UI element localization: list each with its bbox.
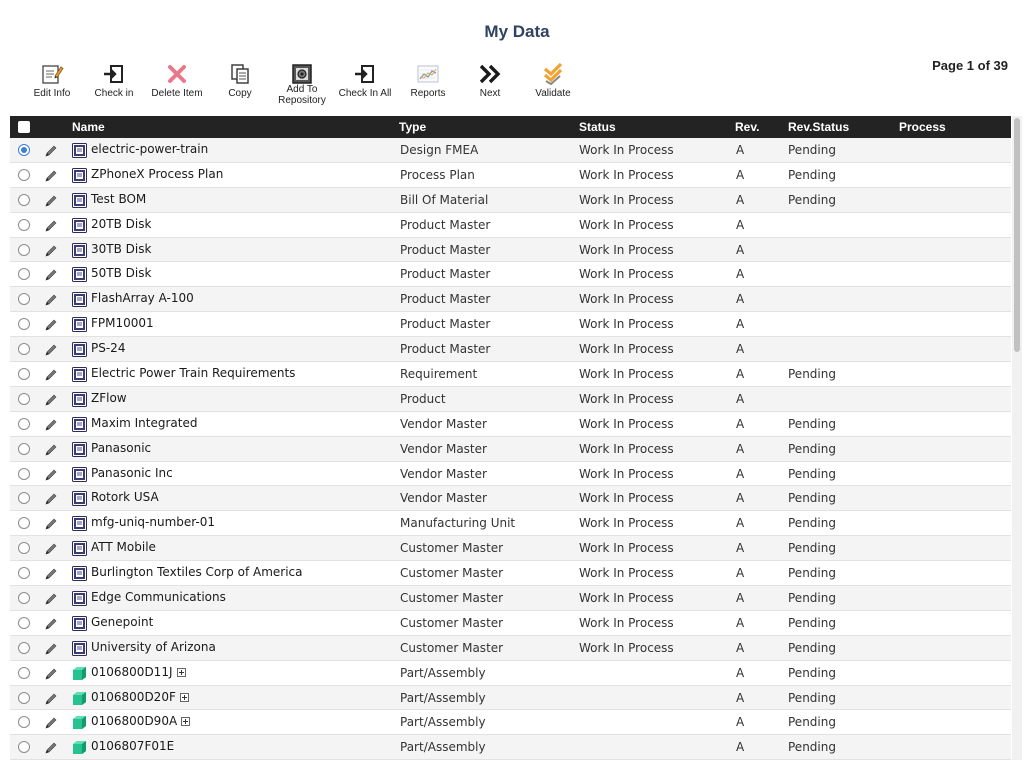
row-rev: A: [736, 167, 745, 182]
row-name[interactable]: [91, 565, 302, 579]
row-name-text[interactable]: FPM10001: [91, 316, 154, 331]
row-name-text[interactable]: Electric Power Train Requirements: [91, 366, 296, 381]
row-select-radio[interactable]: [18, 492, 30, 504]
row-name-text[interactable]: electric-power-train: [91, 142, 209, 156]
row-select-radio[interactable]: [18, 468, 30, 480]
row-name[interactable]: [91, 739, 174, 753]
row-status: Work In Process: [579, 615, 674, 630]
row-rev-status: Pending: [788, 516, 836, 531]
copy-button[interactable]: [208, 60, 272, 99]
row-name-text[interactable]: Rotork USA: [91, 490, 159, 505]
delete-icon: [166, 63, 188, 85]
reports-icon: [416, 62, 440, 86]
row-name-text[interactable]: ZFlow: [91, 390, 127, 405]
row-rev-status: Pending: [788, 491, 836, 506]
pencil-icon[interactable]: [43, 143, 59, 159]
scrollbar-thumb[interactable]: [1014, 118, 1020, 352]
part-icon: [72, 740, 87, 755]
row-status: Work In Process: [579, 516, 674, 531]
row-select-radio[interactable]: [18, 667, 30, 679]
validate-button[interactable]: [521, 60, 585, 99]
document-icon: [72, 566, 87, 581]
row-status: Work In Process: [579, 267, 674, 282]
table-row[interactable]: [10, 188, 1011, 213]
row-name[interactable]: [91, 540, 156, 554]
row-select-radio[interactable]: [18, 418, 30, 430]
pencil-icon[interactable]: [43, 218, 59, 234]
row-rev-status: Pending: [788, 615, 836, 630]
row-rev-status: Pending: [788, 591, 836, 606]
page-indicator: Page 1 of 39: [932, 58, 1008, 73]
row-status: Work In Process: [579, 317, 674, 332]
row-rev-status: Pending: [788, 640, 836, 655]
row-type: Vendor Master: [400, 416, 487, 431]
column-header-type[interactable]: Type: [399, 120, 427, 134]
row-name-text[interactable]: PS-24: [91, 341, 126, 356]
row-rev: A: [736, 441, 745, 456]
row-rev: A: [736, 466, 745, 481]
pencil-icon[interactable]: [43, 342, 59, 358]
part-icon: [72, 691, 87, 706]
row-select-radio[interactable]: [18, 692, 30, 704]
row-rev-status: Pending: [788, 167, 836, 182]
row-name-text[interactable]: University of Arizona: [91, 639, 216, 654]
row-type: Part/Assembly: [400, 690, 486, 705]
vertical-scrollbar[interactable]: [1012, 116, 1022, 760]
row-name-text[interactable]: 0106800D11J: [91, 664, 173, 679]
table-row[interactable]: [10, 312, 1011, 337]
row-rev: A: [736, 640, 745, 655]
row-type: Product Master: [400, 267, 491, 282]
expand-icon[interactable]: [181, 717, 190, 726]
part-icon: [72, 715, 87, 730]
row-name-text[interactable]: Panasonic Inc: [91, 465, 173, 480]
document-icon: [72, 143, 87, 158]
document-icon: [72, 616, 87, 631]
row-status: Work In Process: [579, 217, 674, 232]
document-icon: [72, 491, 87, 506]
document-icon: [72, 367, 87, 382]
repository-icon: [290, 62, 314, 86]
row-select-radio[interactable]: [18, 567, 30, 579]
row-rev-status: Pending: [788, 466, 836, 481]
document-icon: [72, 417, 87, 432]
document-icon: [72, 342, 87, 357]
row-rev: A: [736, 367, 745, 382]
row-name-text[interactable]: Panasonic: [91, 440, 152, 455]
table-row[interactable]: [10, 138, 1011, 163]
row-select-radio[interactable]: [18, 393, 30, 405]
select-all-checkbox[interactable]: [18, 121, 30, 133]
row-name-text[interactable]: 0106807F01E: [91, 739, 175, 754]
row-status: Work In Process: [579, 416, 674, 431]
table-row[interactable]: [10, 238, 1011, 263]
row-name-text[interactable]: Test BOM: [91, 191, 147, 206]
page-title: My Data: [484, 22, 550, 41]
pencil-icon[interactable]: [43, 317, 59, 333]
table-row[interactable]: [10, 586, 1011, 611]
row-select-radio[interactable]: [18, 268, 30, 280]
row-name[interactable]: [91, 490, 159, 504]
row-type: Product Master: [400, 292, 491, 307]
row-name[interactable]: [91, 665, 186, 679]
pencil-icon[interactable]: [43, 442, 59, 458]
table-row[interactable]: [10, 710, 1011, 735]
row-name[interactable]: [91, 192, 146, 206]
next-icon: [478, 62, 502, 86]
row-type: Product Master: [400, 242, 491, 257]
row-rev: A: [736, 541, 745, 556]
delete-item-label: Delete Item: [151, 88, 203, 99]
row-rev: A: [736, 267, 745, 282]
pencil-icon[interactable]: [43, 193, 59, 209]
row-name[interactable]: [91, 167, 223, 181]
pencil-icon[interactable]: [43, 666, 59, 682]
row-name[interactable]: [91, 391, 127, 405]
row-type: Customer Master: [400, 615, 504, 630]
pencil-icon[interactable]: [43, 467, 59, 483]
validate-label: Validate: [535, 88, 571, 99]
row-rev: A: [736, 317, 745, 332]
pencil-icon[interactable]: [43, 168, 59, 184]
part-icon: [72, 666, 87, 681]
row-name[interactable]: [91, 615, 153, 629]
next-button[interactable]: [458, 60, 522, 99]
row-name[interactable]: [91, 366, 295, 380]
row-select-radio[interactable]: [18, 219, 30, 231]
document-icon: [72, 591, 87, 606]
copy-icon: [228, 62, 252, 86]
row-select-radio[interactable]: [18, 318, 30, 330]
add-to-repository-label: Add To Repository: [278, 84, 326, 106]
row-status: Work In Process: [579, 640, 674, 655]
row-select-radio[interactable]: [18, 542, 30, 554]
row-name[interactable]: [91, 690, 189, 704]
table-row[interactable]: [10, 686, 1011, 711]
row-type: Part/Assembly: [400, 665, 486, 680]
row-name[interactable]: [91, 341, 125, 355]
row-name[interactable]: [91, 590, 226, 604]
column-header-rev-status[interactable]: Rev.Status: [788, 120, 850, 134]
data-table: [10, 116, 1011, 760]
check-in-button[interactable]: [82, 60, 146, 99]
row-select-radio[interactable]: [18, 642, 30, 654]
pencil-icon[interactable]: [43, 292, 59, 308]
table-row[interactable]: [10, 412, 1011, 437]
table-row[interactable]: [10, 536, 1011, 561]
pencil-icon[interactable]: [43, 267, 59, 283]
row-name[interactable]: [91, 714, 190, 728]
pencil-icon[interactable]: [43, 417, 59, 433]
row-rev-status: Pending: [788, 715, 836, 730]
pencil-icon[interactable]: [43, 243, 59, 259]
row-type: Part/Assembly: [400, 715, 486, 730]
row-rev: A: [736, 192, 745, 207]
table-row[interactable]: [10, 337, 1011, 362]
document-icon: [72, 292, 87, 307]
row-status: Work In Process: [579, 541, 674, 556]
pencil-icon[interactable]: [43, 392, 59, 408]
row-name-text[interactable]: ZPhoneX Process Plan: [91, 166, 224, 181]
row-name-text[interactable]: 50TB Disk: [91, 266, 152, 281]
table-row[interactable]: [10, 287, 1011, 312]
pencil-icon[interactable]: [43, 591, 59, 607]
table-row[interactable]: [10, 511, 1011, 536]
document-icon: [72, 168, 87, 183]
row-rev: A: [736, 391, 745, 406]
pencil-icon[interactable]: [43, 715, 59, 731]
row-type: Customer Master: [400, 566, 504, 581]
table-row[interactable]: [10, 462, 1011, 487]
pencil-icon[interactable]: [43, 566, 59, 582]
row-type: Requirement: [400, 367, 478, 382]
reports-label: Reports: [410, 88, 446, 99]
column-header-process[interactable]: Process: [899, 120, 946, 134]
row-select-radio[interactable]: [18, 343, 30, 355]
row-select-radio[interactable]: [18, 368, 30, 380]
row-name-text[interactable]: Edge Communications: [91, 590, 226, 605]
row-rev-status: Pending: [788, 441, 836, 456]
row-rev-status: Pending: [788, 416, 836, 431]
row-status: Work In Process: [579, 441, 674, 456]
row-name-text[interactable]: ATT Mobile: [91, 540, 156, 555]
row-name-text[interactable]: Maxim Integrated: [91, 415, 198, 430]
document-icon: [72, 641, 87, 656]
row-name-text[interactable]: 0106800D20F: [91, 689, 176, 704]
row-name[interactable]: [91, 416, 198, 430]
pencil-icon[interactable]: [43, 491, 59, 507]
column-header-rev[interactable]: Rev.: [735, 120, 760, 134]
pencil-icon[interactable]: [43, 516, 59, 532]
row-type: Part/Assembly: [400, 740, 486, 755]
row-type: Product Master: [400, 317, 491, 332]
table-row[interactable]: [10, 163, 1011, 188]
row-status: Work In Process: [579, 566, 674, 581]
row-select-radio[interactable]: [18, 443, 30, 455]
table-row[interactable]: [10, 561, 1011, 586]
document-icon: [72, 467, 87, 482]
table-row[interactable]: [10, 387, 1011, 412]
row-rev: A: [736, 217, 745, 232]
row-status: Work In Process: [579, 192, 674, 207]
row-status: Work In Process: [579, 242, 674, 257]
table-row[interactable]: [10, 661, 1011, 686]
expand-icon[interactable]: [177, 668, 186, 677]
row-rev: A: [736, 715, 745, 730]
column-header-name[interactable]: Name: [72, 120, 105, 134]
row-rev: A: [736, 740, 745, 755]
row-rev-status: Pending: [788, 192, 836, 207]
row-type: Product: [400, 391, 446, 406]
row-name[interactable]: [91, 316, 154, 330]
row-rev: A: [736, 615, 745, 630]
row-type: Customer Master: [400, 591, 504, 606]
edit-info-label: Edit Info: [33, 88, 71, 99]
row-type: Design FMEA: [400, 143, 479, 157]
check-in-all-icon: [353, 62, 377, 86]
table-row[interactable]: [10, 636, 1011, 661]
row-rev-status: Pending: [788, 143, 836, 157]
row-type: Vendor Master: [400, 466, 487, 481]
row-status: Work In Process: [579, 591, 674, 606]
row-type: Product Master: [400, 342, 491, 357]
table-row[interactable]: [10, 213, 1011, 238]
add-to-repository-button[interactable]: [270, 60, 334, 106]
row-select-radio[interactable]: [18, 617, 30, 629]
row-name[interactable]: [91, 266, 151, 280]
document-icon: [72, 541, 87, 556]
row-name-text[interactable]: 20TB Disk: [91, 216, 152, 231]
edit-info-button[interactable]: [20, 60, 84, 99]
table-row[interactable]: [10, 611, 1011, 636]
expand-icon[interactable]: [180, 693, 189, 702]
delete-item-button[interactable]: [145, 60, 209, 99]
row-status: Work In Process: [579, 167, 674, 182]
check-in-label: Check in: [94, 88, 134, 99]
edit-info-icon: [40, 62, 64, 86]
pencil-icon[interactable]: [43, 740, 59, 756]
row-name[interactable]: [91, 441, 151, 455]
row-status: Work In Process: [579, 391, 674, 406]
check-in-all-label: Check In All: [338, 88, 392, 99]
row-select-radio[interactable]: [18, 144, 30, 156]
row-status: Work In Process: [579, 342, 674, 357]
table-body: [10, 138, 1011, 760]
row-rev-status: Pending: [788, 541, 836, 556]
document-icon: [72, 392, 87, 407]
row-type: Manufacturing Unit: [400, 516, 516, 531]
row-name-text[interactable]: 30TB Disk: [91, 241, 152, 256]
table-row[interactable]: [10, 262, 1011, 287]
row-select-radio[interactable]: [18, 592, 30, 604]
row-select-radio[interactable]: [18, 194, 30, 206]
row-select-radio[interactable]: [18, 169, 30, 181]
pencil-icon[interactable]: [43, 691, 59, 707]
document-icon: [72, 218, 87, 233]
row-type: Bill Of Material: [400, 192, 489, 207]
check-in-icon: [102, 62, 126, 86]
row-rev: A: [736, 566, 745, 581]
row-rev: A: [736, 665, 745, 680]
row-rev: A: [736, 143, 745, 157]
document-icon: [72, 516, 87, 531]
row-type: Vendor Master: [400, 441, 487, 456]
pencil-icon[interactable]: [43, 641, 59, 657]
row-select-radio[interactable]: [18, 741, 30, 753]
row-name[interactable]: [91, 242, 151, 256]
row-status: Work In Process: [579, 143, 674, 157]
row-name[interactable]: [91, 142, 208, 156]
row-status: Work In Process: [579, 367, 674, 382]
row-type: Customer Master: [400, 640, 504, 655]
check-in-all-button[interactable]: [333, 60, 397, 99]
row-rev: A: [736, 591, 745, 606]
row-rev-status: Pending: [788, 690, 836, 705]
row-status: Work In Process: [579, 491, 674, 506]
pencil-icon[interactable]: [43, 541, 59, 557]
table-header: [10, 116, 1011, 138]
row-rev-status: Pending: [788, 740, 836, 755]
column-header-status[interactable]: Status: [579, 120, 616, 134]
row-type: Vendor Master: [400, 491, 487, 506]
validate-icon: [541, 62, 565, 86]
row-type: Product Master: [400, 217, 491, 232]
row-rev-status: Pending: [788, 367, 836, 382]
row-name[interactable]: [91, 466, 173, 480]
pencil-icon[interactable]: [43, 616, 59, 632]
row-rev-status: Pending: [788, 566, 836, 581]
next-label: Next: [479, 88, 501, 99]
document-icon: [72, 267, 87, 282]
row-rev: A: [736, 690, 745, 705]
row-status: Work In Process: [579, 466, 674, 481]
row-name-text[interactable]: mfg-uniq-number-01: [91, 515, 216, 530]
document-icon: [72, 243, 87, 258]
row-status: Work In Process: [579, 292, 674, 307]
row-select-radio[interactable]: [18, 517, 30, 529]
row-name-text[interactable]: Genepoint: [91, 614, 154, 629]
row-name[interactable]: [91, 640, 216, 654]
row-rev-status: Pending: [788, 665, 836, 680]
reports-button[interactable]: [396, 60, 460, 99]
row-select-radio[interactable]: [18, 244, 30, 256]
row-name[interactable]: [91, 291, 194, 305]
document-icon: [72, 442, 87, 457]
pencil-icon[interactable]: [43, 367, 59, 383]
row-select-radio[interactable]: [18, 716, 30, 728]
document-icon: [72, 317, 87, 332]
row-rev: A: [736, 491, 745, 506]
row-name[interactable]: [91, 515, 215, 529]
row-name-text[interactable]: FlashArray A-100: [91, 291, 194, 306]
table-row[interactable]: [10, 362, 1011, 387]
table-row[interactable]: [10, 486, 1011, 511]
table-row[interactable]: [10, 735, 1011, 760]
row-name-text[interactable]: 0106800D90A: [91, 714, 178, 729]
copy-label: Copy: [228, 88, 252, 99]
row-name-text[interactable]: Burlington Textiles Corp of America: [91, 565, 303, 580]
row-rev: A: [736, 292, 745, 307]
row-rev: A: [736, 342, 745, 357]
row-type: Process Plan: [400, 167, 475, 182]
row-name[interactable]: [91, 217, 151, 231]
row-rev: A: [736, 516, 745, 531]
row-rev: A: [736, 242, 745, 257]
row-type: Customer Master: [400, 541, 504, 556]
table-row[interactable]: [10, 437, 1011, 462]
row-select-radio[interactable]: [18, 293, 30, 305]
document-icon: [72, 193, 87, 208]
row-rev: A: [736, 416, 745, 431]
